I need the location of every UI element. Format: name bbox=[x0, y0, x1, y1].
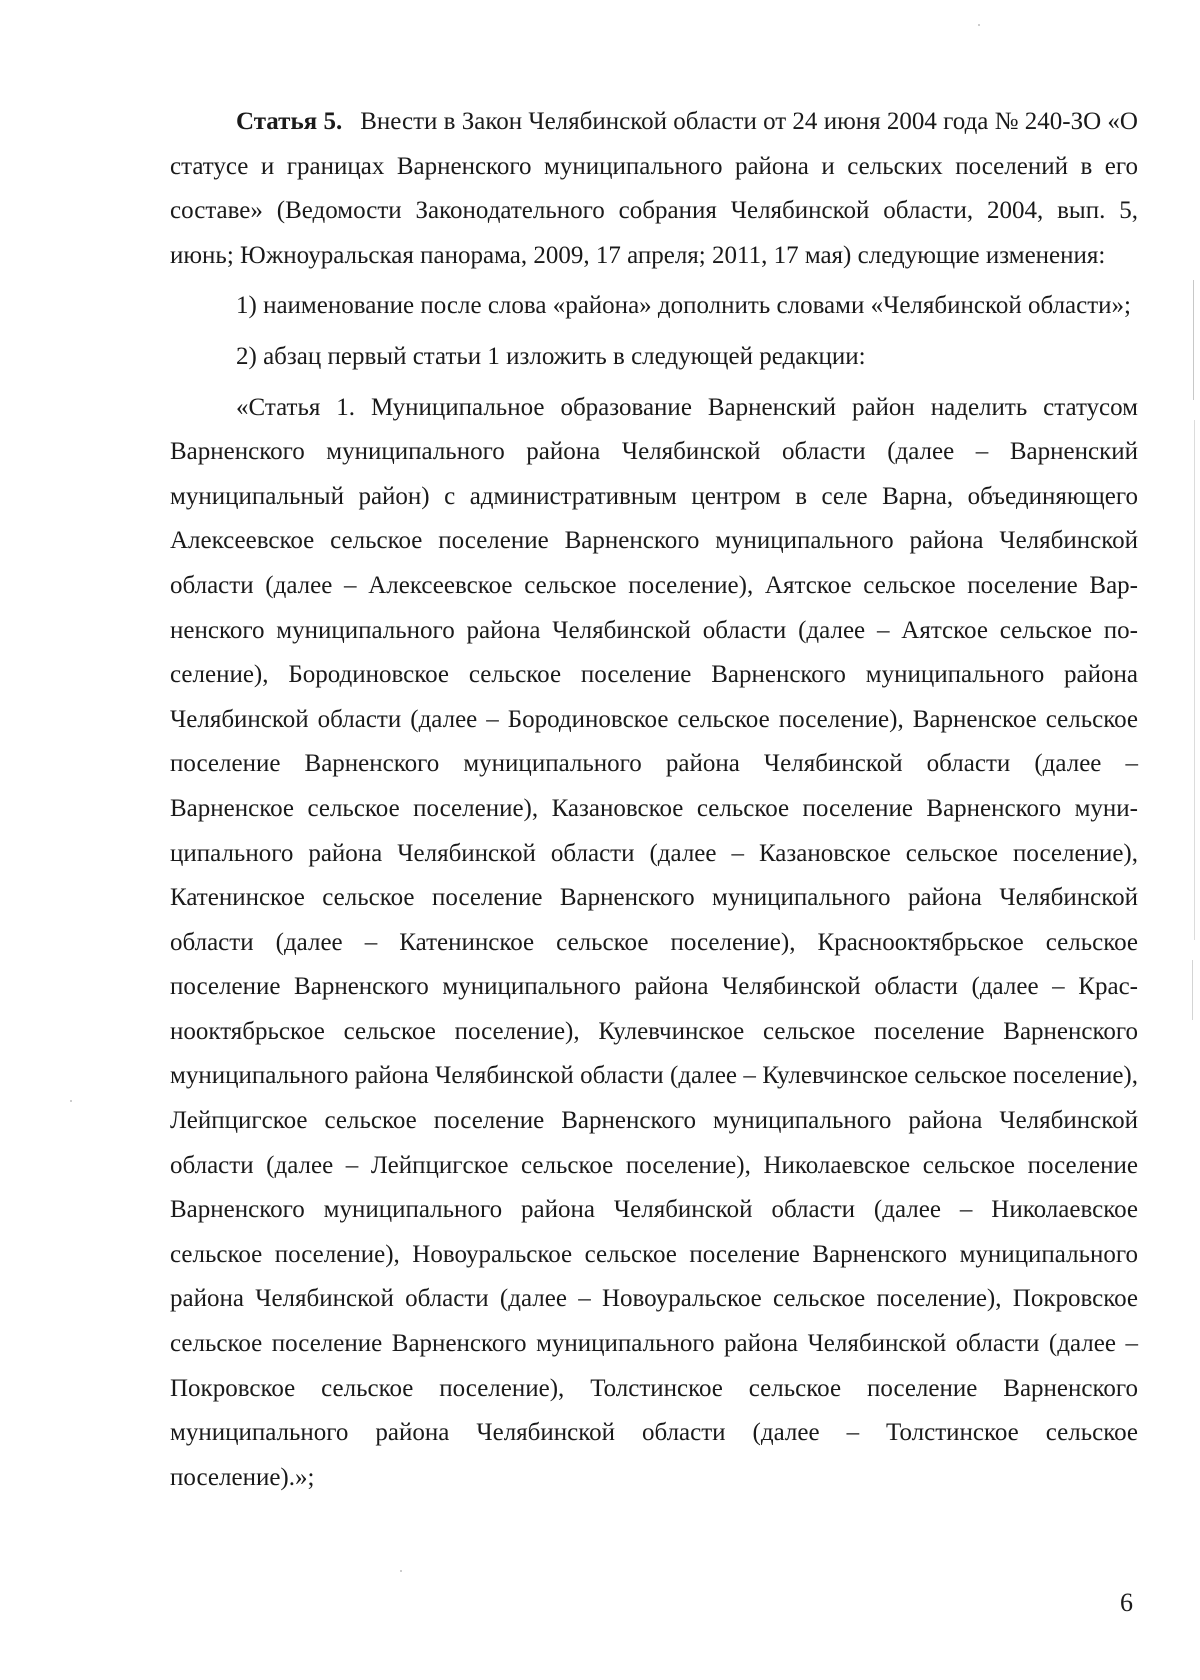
amendment-item-1: 1) наименование после слова «района» дополнить словами «Челябинской области»; bbox=[236, 292, 1131, 320]
scan-artifact-dot bbox=[70, 1100, 72, 1102]
scan-artifact-dot bbox=[400, 1570, 402, 1572]
scan-artifact-dot bbox=[978, 24, 980, 26]
amendment-item-2: 2) абзац первый статьи 1 изложить в следующей редакции: bbox=[236, 342, 866, 370]
article-1-new-text: «Статья 1. Муниципальное образование Варненский район наделить статусом Варненского муниципального района Челябинской области (далее – Варненский муниципальный район) с административным центром в селе Варна, объединяющего Алексеевское сельское поселение Варненского муниципального района Челябинской области (далее – Алексеевское сельское поселение), Аятское сельское поселение Варненского муниципального района Челябинской области (далее – Аятское сельское поселение), Бородиновское сельское поселение Варненского муниципального района Челябинской области (далее – Бородиновское сельское поселение), Варненское сельское поселение Варненского муниципального района Челябинской области (далее – Варненское сельское поселение), Казановское сельское поселение Варненского муниципального района Челябинской области (далее – Казановское сельское поселение), Катенинское сельское поселение Варненского муниципального района Челябинской области (далее – Катенинское сельское поселение), Краснооктябрьское сельское поселение Варненского муниципального района Челябинской области (далее – Краснооктябрьское сельское поселение), Кулевчинское сельское поселение Варненского муниципального района Челябинской области (далее – Кулевчинское сельское поселение), Лейпцигское сельское поселение Варненского муниципального района Челябинской области (далее – Лейпцигское сельское поселение), Николаевское сельское поселение Варненского муниципального района Челябинской области (далее – Николаевское сельское поселение), Новоуральское сельское поселение Варненского муниципального района Челябинской области (далее – Новоуральское сельское поселение), Покровское сельское поселение Варненского муниципального района Челябинской области (далее – Покровское сельское поселение), Толстинское сельское поселение Варненского муниципального района Челябинской области (далее – Толстинское сельское поселение).»; bbox=[170, 393, 1138, 1491]
document-body bbox=[170, 100, 1138, 1500]
article-5-text: Внести в Закон Челябинской области от 24 июня 2004 года № 240-ЗО «О статусе и границах Варненского муниципального района и сельских поселений в его составе» (Ведомости Законодательного собрания Челябинской области, 2004, вып. 5, июнь; Южноуральская панорама, 2009, 17 апреля; 2011, 17 мая) следующие изменения: bbox=[170, 108, 1138, 269]
scan-artifact-line bbox=[1194, 420, 1195, 940]
scan-artifact-line bbox=[1192, 960, 1193, 1020]
article-heading: Статья 5. bbox=[236, 108, 343, 135]
article-5-paragraph bbox=[170, 100, 1138, 278]
page-number: 6 bbox=[1120, 1588, 1133, 1617]
scan-artifact-line bbox=[1193, 280, 1194, 400]
